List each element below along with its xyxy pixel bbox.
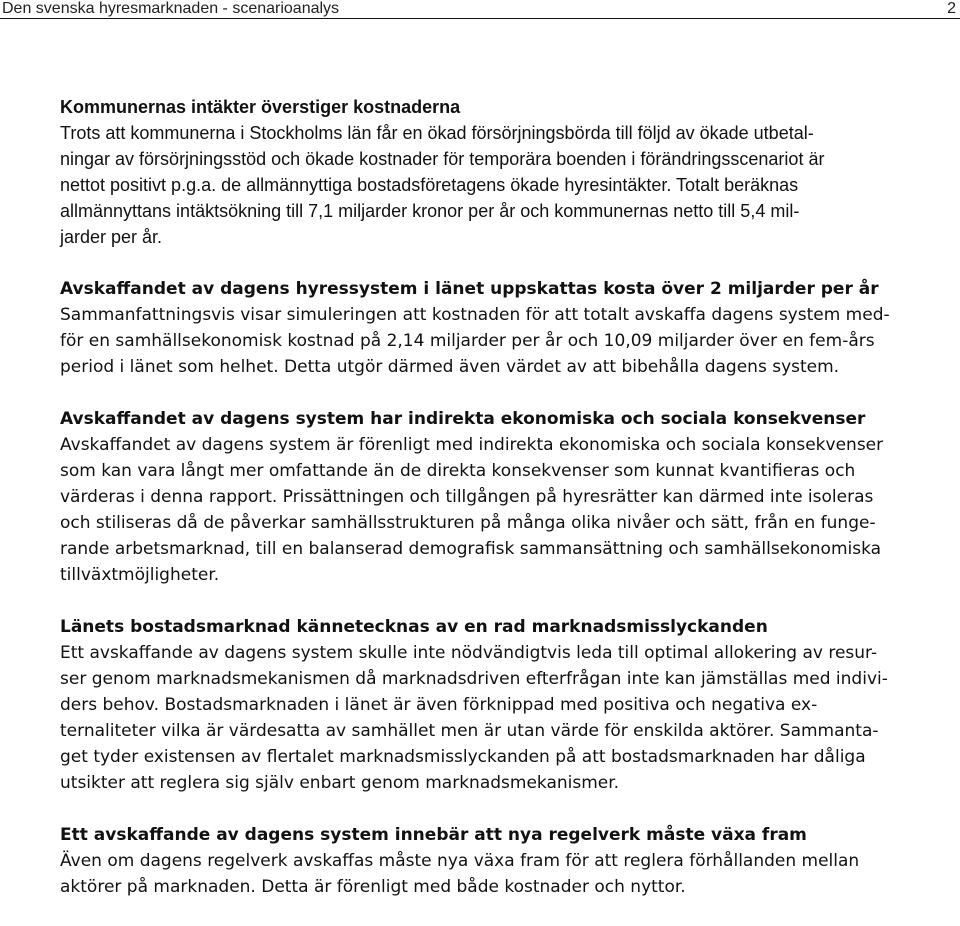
section-heading: Avskaffandet av dagens hyressystem i länet uppskattas kosta över 2 miljarder per år: [60, 279, 879, 299]
paragraph-line: nettot positivt p.g.a. de allmännyttiga bostadsföretagens ökade hyresintäkter. Totalt beräknas: [60, 175, 799, 195]
section-heading: Kommunernas intäkter överstiger kostnaderna: [60, 97, 461, 117]
paragraph-line: utsikter att reglera sig själv enbart genom marknadsmekanismer.: [60, 773, 620, 793]
paragraph-line: allmännyttans intäktsökning till 7,1 miljarder kronor per år och kommunernas netto till 5,4 mil-: [60, 201, 800, 221]
section-paragraph: [60, 640, 950, 796]
paragraph-line: period i länet som helhet. Detta utgör därmed även värdet av att bibehålla dagens system.: [60, 357, 840, 377]
paragraph-line: Ett avskaffande av dagens system skulle inte nödvändigtvis leda till optimal allokering av resur-: [60, 643, 878, 663]
section-paragraph: [60, 432, 950, 588]
paragraph-line: och stiliseras då de påverkar samhällsstrukturen på många olika nivåer och sätt, från en funge-: [60, 513, 876, 533]
paragraph-line: ningar av försörjningsstöd och ökade kostnader för temporära boenden i förändringsscenariot är: [60, 149, 825, 169]
paragraph-line: som kan vara långt mer omfattande än de direkta konsekvenser som kunnat kvantifieras och: [60, 461, 856, 481]
section-indirekta-konsekvenser: [60, 406, 950, 588]
page-number: 2: [947, 0, 956, 17]
section-heading: Avskaffandet av dagens system har indirekta ekonomiska och sociala konsekvenser: [60, 409, 866, 429]
paragraph-line: aktörer på marknaden. Detta är förenligt med både kostnader och nyttor.: [60, 877, 686, 897]
page-header: [0, 0, 960, 18]
document-body: [60, 94, 950, 926]
paragraph-line: värderas i denna rapport. Prissättningen och tillgången på hyresrätter kan därmed inte isoleras: [60, 487, 874, 507]
paragraph-line: ders behov. Bostadsmarknaden i länet är även förknippad med positiva och negativa ex-: [60, 695, 818, 715]
paragraph-line: för en samhällsekonomisk kostnad på 2,14 miljarder per år och 10,09 miljarder över en fem-års: [60, 331, 875, 351]
section-paragraph: [60, 120, 950, 250]
paragraph-line: ser genom marknadsmekanismen då marknadsdriven efterfrågan inte kan jämställas med indivi-: [60, 669, 888, 689]
section-heading: Länets bostadsmarknad kännetecknas av en rad marknadsmisslyckanden: [60, 617, 768, 637]
paragraph-line: Avskaffandet av dagens system är förenligt med indirekta ekonomiska och sociala konsekvenser: [60, 435, 884, 455]
paragraph-line: Sammanfattningsvis visar simuleringen att kostnaden för att totalt avskaffa dagens system med-: [60, 305, 890, 325]
section-avskaffandet-kostnad: [60, 276, 950, 380]
paragraph-line: tillväxtmöjligheter.: [60, 565, 220, 585]
paragraph-line: ternaliteter vilka är värdesatta av samhället men är utan värde för enskilda aktörer. Sammanta-: [60, 721, 879, 741]
section-heading: Ett avskaffande av dagens system innebär att nya regelverk måste växa fram: [60, 825, 807, 845]
document-title: Den svenska hyresmarknaden - scenarioanalys: [2, 0, 340, 17]
paragraph-line: Trots att kommunerna i Stockholms län får en ökad försörjningsbörda till följd av ökade utbetal-: [60, 123, 814, 143]
section-paragraph: [60, 302, 950, 380]
section-paragraph: [60, 848, 950, 900]
paragraph-line: Även om dagens regelverk avskaffas måste nya växa fram för att reglera förhållanden mellan: [60, 851, 860, 871]
section-kommunernas-intakter: [60, 94, 950, 250]
paragraph-line: jarder per år.: [60, 227, 163, 247]
paragraph-line: get tyder existensen av flertalet marknadsmisslyckanden på att bostadsmarknaden har dåliga: [60, 747, 866, 767]
section-marknadsmisslyckanden: [60, 614, 950, 796]
section-nya-regelverk: [60, 822, 950, 900]
header-divider: [0, 18, 960, 19]
paragraph-line: rande arbetsmarknad, till en balanserad demografisk sammansättning och samhällsekonomiska: [60, 539, 882, 559]
